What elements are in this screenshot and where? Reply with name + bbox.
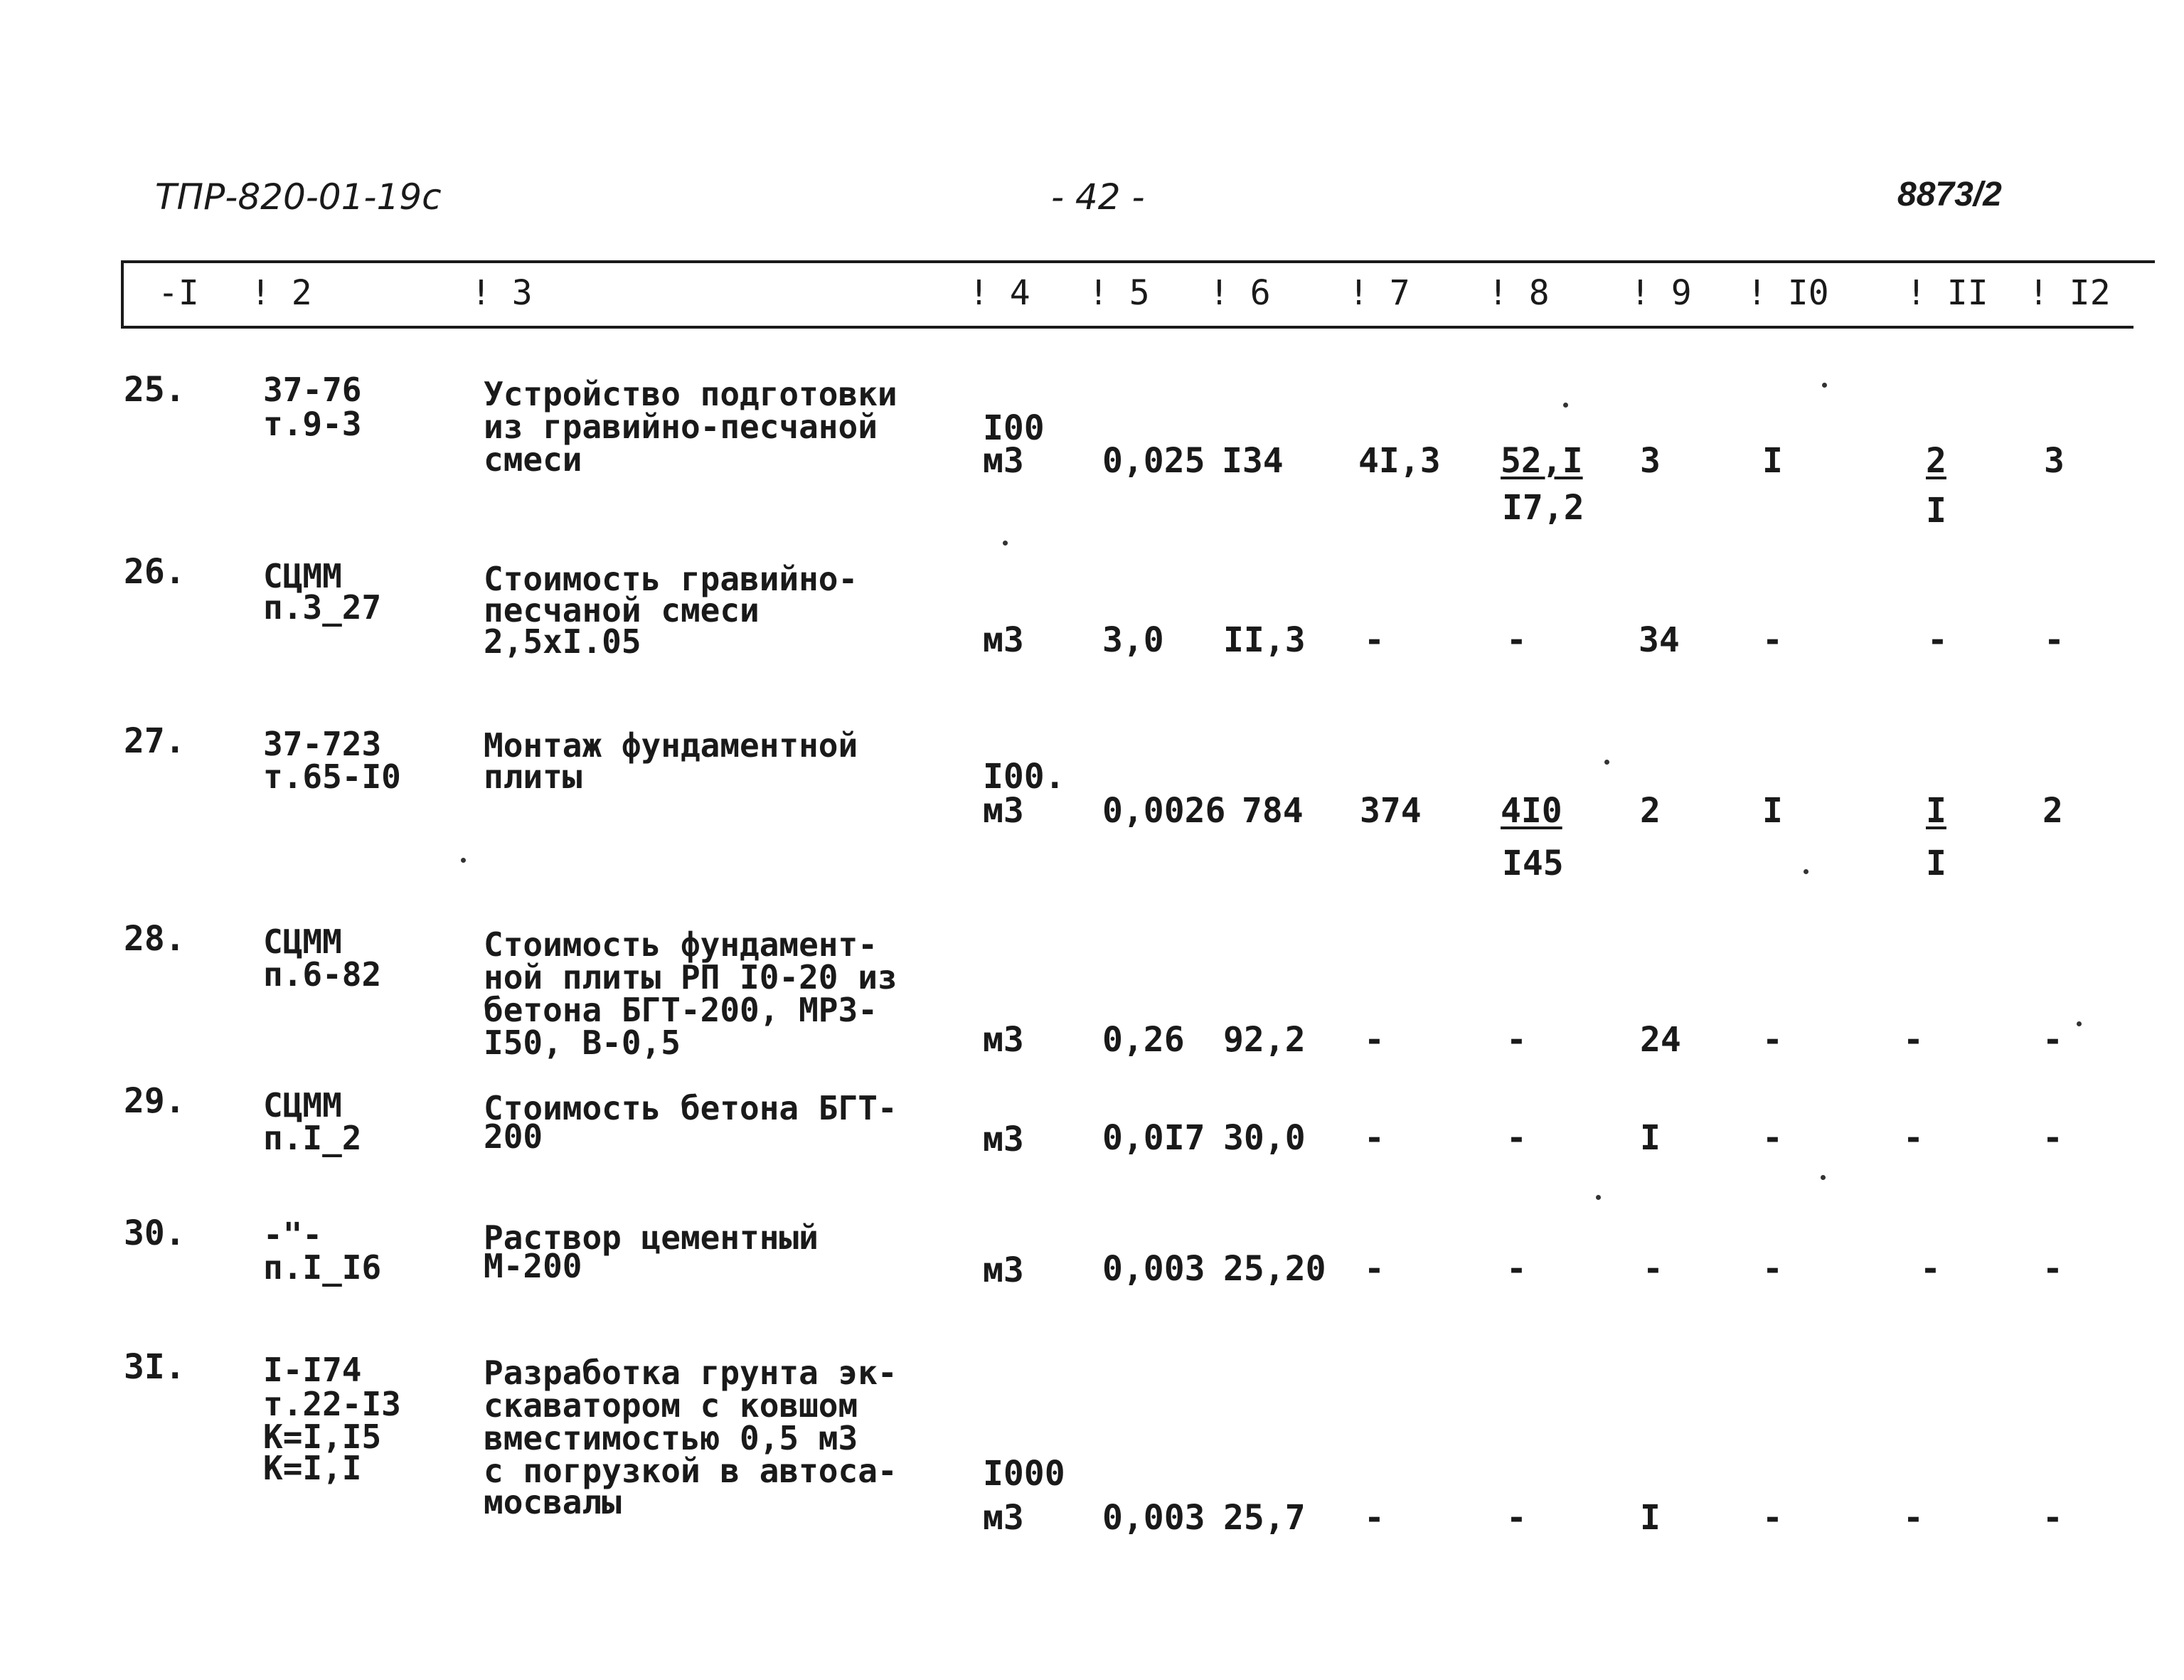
row-col9: 24 bbox=[1640, 1020, 1681, 1060]
row-reference-line: п.6-82 bbox=[263, 955, 382, 994]
header-left-bar bbox=[121, 260, 124, 327]
row-description-line: 2,5хI.05 bbox=[484, 622, 641, 661]
row-col11-sub: I bbox=[1926, 491, 1946, 531]
row-unit-line: I00 bbox=[983, 408, 1045, 448]
row-col6: 30,0 bbox=[1223, 1118, 1306, 1158]
row-reference-line: СЦММ bbox=[263, 923, 342, 961]
row-reference-line: I-I74 bbox=[263, 1351, 362, 1389]
row-description-line: Устройство подготовки bbox=[484, 375, 897, 413]
row-col6: II,3 bbox=[1223, 620, 1306, 660]
row-col8: 52,I bbox=[1501, 441, 1583, 481]
document-code: ТПР-820-01-19с bbox=[155, 176, 442, 218]
row-number: 27. bbox=[124, 721, 186, 761]
row-reference-line: -"- bbox=[263, 1216, 323, 1254]
row-col10: - bbox=[1762, 1020, 1783, 1060]
row-reference-line: СЦММ bbox=[263, 557, 342, 595]
row-description-line: М-200 bbox=[484, 1247, 582, 1285]
row-col5: 0,003 bbox=[1102, 1249, 1205, 1289]
column-header-7: ! 7 bbox=[1348, 273, 1410, 313]
row-description-line: бетона БГТ-200, МРЗ- bbox=[484, 991, 878, 1029]
row-col5: 0,025 bbox=[1102, 441, 1205, 481]
row-col5: 0,0I7 bbox=[1102, 1118, 1205, 1158]
page-number: - 42 - bbox=[1051, 176, 1145, 218]
row-col9: I bbox=[1640, 1498, 1661, 1538]
row-col6: 25,20 bbox=[1223, 1249, 1326, 1289]
row-col12: 3 bbox=[2044, 441, 2065, 481]
row-description-line: Стоимость гравийно- bbox=[484, 560, 858, 598]
row-col12: - bbox=[2042, 1118, 2063, 1158]
row-col12: - bbox=[2042, 1020, 2063, 1060]
row-reference-line: п.3_27 bbox=[263, 588, 382, 627]
row-col9: 34 bbox=[1639, 620, 1680, 660]
row-unit-line: м3 bbox=[983, 441, 1024, 481]
row-number: 28. bbox=[124, 919, 186, 959]
row-description-line: с погрузкой в автоса- bbox=[484, 1452, 897, 1490]
row-col11: I bbox=[1926, 791, 1946, 831]
row-number: 26. bbox=[124, 552, 186, 592]
row-col7: 4I,3 bbox=[1358, 441, 1441, 481]
row-col9: 3 bbox=[1640, 441, 1661, 481]
row-reference-line: 37-76 bbox=[263, 371, 362, 409]
row-col5: 0,26 bbox=[1102, 1020, 1185, 1060]
scan-speck bbox=[1821, 1175, 1826, 1180]
row-col7: - bbox=[1364, 1118, 1385, 1158]
row-reference-line: т.22-I3 bbox=[263, 1385, 401, 1423]
row-reference-line: т.65-I0 bbox=[263, 757, 401, 796]
row-col7: - bbox=[1364, 1498, 1385, 1538]
row-col7: - bbox=[1364, 1249, 1385, 1289]
row-number: 30. bbox=[124, 1213, 186, 1253]
row-description-line: Разработка грунта эк- bbox=[484, 1354, 897, 1392]
row-reference-line: СЦММ bbox=[263, 1086, 342, 1125]
row-reference-line: 37-723 bbox=[263, 725, 382, 763]
row-col10: I bbox=[1762, 441, 1783, 481]
scan-speck bbox=[2077, 1021, 2082, 1026]
row-col12: - bbox=[2042, 1498, 2063, 1538]
row-number: 25. bbox=[124, 370, 186, 410]
column-header-10: ! I0 bbox=[1747, 273, 1829, 313]
header-bottom-rule bbox=[121, 326, 2134, 329]
row-col11: - bbox=[1903, 1020, 1924, 1060]
row-reference-line: п.I_2 bbox=[263, 1119, 362, 1157]
row-col12: 2 bbox=[2042, 791, 2063, 831]
row-unit-line: I00. bbox=[983, 757, 1065, 797]
row-reference-line: т.9-3 bbox=[263, 405, 362, 443]
column-header-5: ! 5 bbox=[1088, 273, 1150, 313]
scan-speck bbox=[1596, 1195, 1601, 1200]
column-header-1: -I bbox=[158, 273, 199, 313]
row-col8: - bbox=[1506, 1118, 1527, 1158]
column-header-8: ! 8 bbox=[1488, 273, 1550, 313]
row-col9: 2 bbox=[1640, 791, 1661, 831]
row-col7: - bbox=[1364, 1020, 1385, 1060]
column-header-11: ! II bbox=[1906, 273, 1988, 313]
row-col7: 374 bbox=[1360, 791, 1422, 831]
row-number: 29. bbox=[124, 1081, 186, 1121]
row-col6: 784 bbox=[1242, 791, 1304, 831]
row-description-line: песчаной смеси bbox=[484, 591, 760, 629]
header-top-rule bbox=[121, 260, 2155, 263]
column-header-2: ! 2 bbox=[250, 273, 312, 313]
row-col8: - bbox=[1506, 1020, 1527, 1060]
row-description-line: смеси bbox=[484, 440, 582, 479]
row-col5: 0,0026 bbox=[1102, 791, 1226, 831]
row-col11-sub: I bbox=[1926, 844, 1946, 883]
scan-speck bbox=[1563, 403, 1568, 408]
row-description-line: скаватором с ковшом bbox=[484, 1386, 858, 1425]
row-col10: - bbox=[1762, 1118, 1783, 1158]
row-description-line: Стоимость фундамент- bbox=[484, 925, 878, 964]
sheet-code: 8873/2 bbox=[1897, 176, 2002, 213]
row-description-line: I50, В-0,5 bbox=[484, 1024, 681, 1062]
row-description-line: плиты bbox=[484, 757, 582, 796]
row-col12: - bbox=[2042, 1249, 2063, 1289]
row-col5: 0,003 bbox=[1102, 1498, 1205, 1538]
row-unit-line: м3 bbox=[983, 1120, 1024, 1159]
scan-speck bbox=[1003, 541, 1008, 546]
row-reference-line: К=I,I5 bbox=[263, 1418, 382, 1456]
row-description-line: Стоимость бетона БГТ- bbox=[484, 1089, 897, 1127]
row-number: 3I. bbox=[124, 1347, 186, 1387]
row-col8: - bbox=[1506, 1498, 1527, 1538]
row-unit-line: I000 bbox=[983, 1454, 1065, 1494]
row-description-line: 200 bbox=[484, 1117, 543, 1156]
column-header-4: ! 4 bbox=[969, 273, 1030, 313]
row-description-line: Монтаж фундаментной bbox=[484, 726, 858, 765]
column-header-9: ! 9 bbox=[1630, 273, 1692, 313]
row-col8: - bbox=[1506, 620, 1527, 660]
row-col10: - bbox=[1762, 620, 1783, 660]
row-col6: I34 bbox=[1222, 441, 1284, 481]
row-col9: I bbox=[1640, 1118, 1661, 1158]
row-col5: 3,0 bbox=[1102, 620, 1164, 660]
row-col10: - bbox=[1762, 1249, 1783, 1289]
column-header-3: ! 3 bbox=[471, 273, 533, 313]
column-header-6: ! 6 bbox=[1209, 273, 1271, 313]
row-col8-sub: I45 bbox=[1502, 844, 1564, 883]
row-reference-line: п.I_I6 bbox=[263, 1248, 382, 1287]
row-description-line: из гравийно-песчаной bbox=[484, 408, 878, 446]
row-col6: 92,2 bbox=[1223, 1020, 1306, 1060]
row-col11: - bbox=[1920, 1249, 1941, 1289]
row-col8-sub: I7,2 bbox=[1502, 488, 1584, 528]
row-description-line: мосвалы bbox=[484, 1483, 622, 1521]
column-header-12: ! I2 bbox=[2028, 273, 2111, 313]
row-reference-line: К=I,I bbox=[263, 1449, 362, 1487]
row-col11: 2 bbox=[1926, 441, 1946, 481]
row-description-line: вместимостью 0,5 м3 bbox=[484, 1419, 858, 1457]
row-unit-line: м3 bbox=[983, 1498, 1024, 1538]
row-col10: - bbox=[1762, 1498, 1783, 1538]
row-col11: - bbox=[1903, 1498, 1924, 1538]
row-unit-line: м3 bbox=[983, 620, 1024, 660]
row-unit-line: м3 bbox=[983, 791, 1024, 831]
scan-speck bbox=[1804, 869, 1809, 874]
row-col11: - bbox=[1903, 1118, 1924, 1158]
row-col8: - bbox=[1506, 1249, 1527, 1289]
row-col11: - bbox=[1927, 620, 1948, 660]
scan-speck bbox=[1604, 760, 1609, 765]
scan-speck bbox=[1822, 383, 1827, 388]
row-col9: - bbox=[1643, 1249, 1663, 1289]
row-description-line: Раствор цементный bbox=[484, 1218, 819, 1257]
row-description-line: ной плиты РП I0-20 из bbox=[484, 958, 897, 996]
row-col7: - bbox=[1364, 620, 1385, 660]
row-col12: - bbox=[2044, 620, 2065, 660]
row-col6: 25,7 bbox=[1223, 1498, 1306, 1538]
row-col10: I bbox=[1762, 791, 1783, 831]
row-col8: 4I0 bbox=[1501, 791, 1562, 831]
row-unit-line: м3 bbox=[983, 1250, 1024, 1290]
row-unit-line: м3 bbox=[983, 1020, 1024, 1060]
scan-speck bbox=[461, 858, 466, 863]
